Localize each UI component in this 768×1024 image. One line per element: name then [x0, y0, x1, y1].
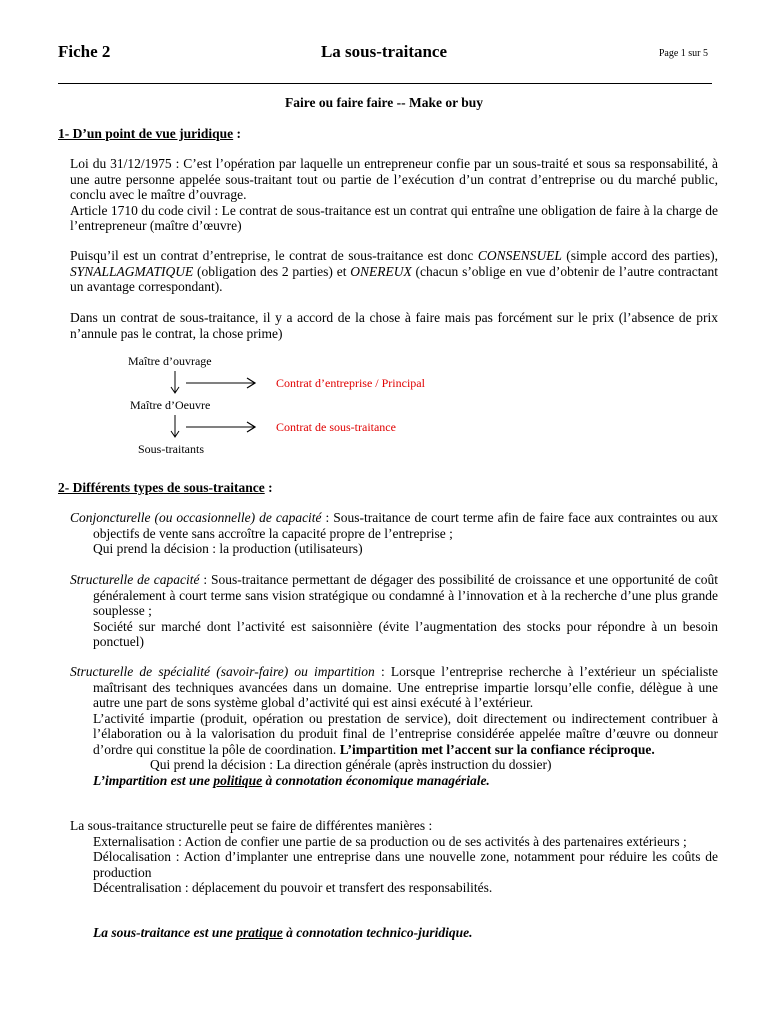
specialite-activite [70, 711, 718, 758]
specialite-title: Structurelle de spécialité (savoir-faire) ou impartition [70, 664, 375, 679]
specialite-def [70, 664, 718, 711]
conjoncturelle-text: : Sous-traitance de court terme afin de faire face aux contraintes ou aux objectifs de vente sans accroître la capacité propre de l’entreprise ; [93, 510, 719, 541]
manieres-intro: La sous-traitance structurelle peut se faire de différentes manières : [70, 818, 433, 833]
section2-heading [58, 480, 273, 496]
right-arrow-icon [185, 376, 257, 390]
structurelle-block [70, 572, 718, 650]
conjoncturelle-block [70, 510, 718, 557]
maitre-ouvrage-label: Maître d’ouvrage [128, 354, 212, 368]
specialite-block [70, 664, 718, 788]
puisqu-a: Puisqu’il est un contrat d’entreprise, le contrat de sous-traitance est donc [70, 248, 478, 263]
conjoncturelle-who: Qui prend la décision : la production (utilisateurs) [93, 541, 363, 556]
maitre-oeuvre-label: Maître d’Oeuvre [130, 398, 211, 412]
impartition-politique: politique [213, 772, 263, 788]
decentralisation: Décentralisation : déplacement du pouvoir et transfert des responsabilités. [93, 880, 493, 895]
section2-title: 2- Différents types de sous-traitance [58, 480, 265, 495]
specialite-bold: L’impartition met l’accent sur la confiance réciproque. [339, 741, 655, 757]
manieres-block [70, 818, 718, 896]
loi-text: Loi du 31/12/1975 : C’est l’opération par laquelle un entrepreneur confie par un sous-traité et sous sa responsabilité, à une autre personne appelée sous-traitant tout ou partie de l’exécution d’un contrat d’entreprise ou du marché public, conclu avec le maître d’ouvrage. [70, 156, 718, 202]
pratique-a: La sous-traitance est une [93, 925, 237, 940]
down-arrow-icon [168, 414, 182, 440]
contrat-sous-traitance-label: Contrat de sous-traitance [276, 420, 396, 434]
specialite-who: Qui prend la décision : La direction générale (après instruction du dossier) [150, 757, 552, 772]
conjoncturelle-title: Conjoncturelle (ou occasionnelle) de capacité [70, 510, 322, 525]
externalisation: Externalisation : Action de confier une partie de sa production ou de ses activités à des partenaires extérieurs ; [93, 833, 687, 849]
header-rule [58, 83, 712, 84]
impartition-statement [70, 773, 718, 789]
right-arrow-icon [185, 420, 257, 434]
loi-paragraph [70, 156, 718, 234]
down-arrow-icon [168, 370, 182, 396]
puisqu-paragraph [70, 248, 718, 295]
structurelle-title: Structurelle de capacité [70, 572, 200, 587]
puisqu-b: (simple accord des parties), [561, 248, 718, 263]
pratique-statement [70, 925, 718, 941]
pratique-b: à connotation technico-juridique. [282, 925, 473, 940]
subtitle: Faire ou faire faire -- Make or buy [284, 95, 484, 110]
structurelle-societe: Société sur marché dont l’activité est saisonnière (évite l’augmentation des stocks pour répondre à un besoin ponctuel) [93, 618, 718, 649]
sous-traitants-label: Sous-traitants [138, 442, 204, 456]
specialite-text: : Lorsque l’entreprise recherche à l’extérieur un spécialiste maîtrisant des techniques avancées dans un domaine. Une entreprise impartie lorsqu’elle confie, délègue à une autre une part de sons système global d’activité qui est ainsi exécuté à l’extérieur. [93, 664, 719, 710]
consensuel: CONSENSUEL [477, 248, 562, 263]
section2-colon: : [264, 480, 273, 495]
section1-colon: : [233, 126, 242, 141]
onereux: ONEREUX [350, 263, 412, 279]
page-title: La sous-traitance [320, 42, 448, 61]
pratique-word: pratique [236, 925, 283, 940]
contrat-entreprise-label: Contrat d’entreprise / Principal [276, 376, 425, 390]
conjoncturelle-def [70, 510, 718, 541]
fiche-label: Fiche 2 [58, 42, 111, 61]
delocalisation: Délocalisation : Action d’implanter une entreprise dans une nouvelle zone, notamment pour réduire les coûts de production [93, 849, 718, 880]
dans-paragraph: Dans un contrat de sous-traitance, il y a accord de la chose à faire mais pas forcément sur le prix (l’absence de prix n’annule pas le contrat, la chose prime) [70, 310, 718, 341]
impartition-b: à connotation économique managériale. [262, 772, 490, 788]
structurelle-text: : Sous-traitance permettant de dégager des possibilité de croissance et une opportunité de coût généralement à court terme sans vision stratégique ou condamné à l’innovation et à la recherche d’une plus grande souplesse ; [93, 572, 718, 618]
section1-title: 1- D’un point de vue juridique [58, 126, 234, 141]
structurelle-def [70, 572, 718, 619]
synallagmatique: SYNALLAGMATIQUE [70, 263, 194, 279]
section1-heading [58, 126, 241, 142]
page-number: Page 1 sur 5 [658, 48, 708, 59]
specialite-act-text: L’activité impartie (produit, opération ou prestation de service), doit directement ou indirectement contribuer à l’élaboration ou à la valorisation du produit final de l’entreprise considérée appelée maître d’œuvre ou donneur d’ordre qui constitue la pôle de coordination. [93, 710, 718, 757]
article-text: Article 1710 du code civil : Le contrat de sous-traitance est un contrat qui entraîne une obligation de faire à la charge de l’entrepreneur (maître d’œuvre) [70, 202, 718, 233]
puisqu-d: (chacun s’oblige en vue d’obtenir de l’autre contractant un avantage correspondant). [70, 263, 718, 294]
puisqu-c: (obligation des 2 parties) et [193, 263, 351, 279]
impartition-a: L’impartition est une [93, 772, 214, 788]
